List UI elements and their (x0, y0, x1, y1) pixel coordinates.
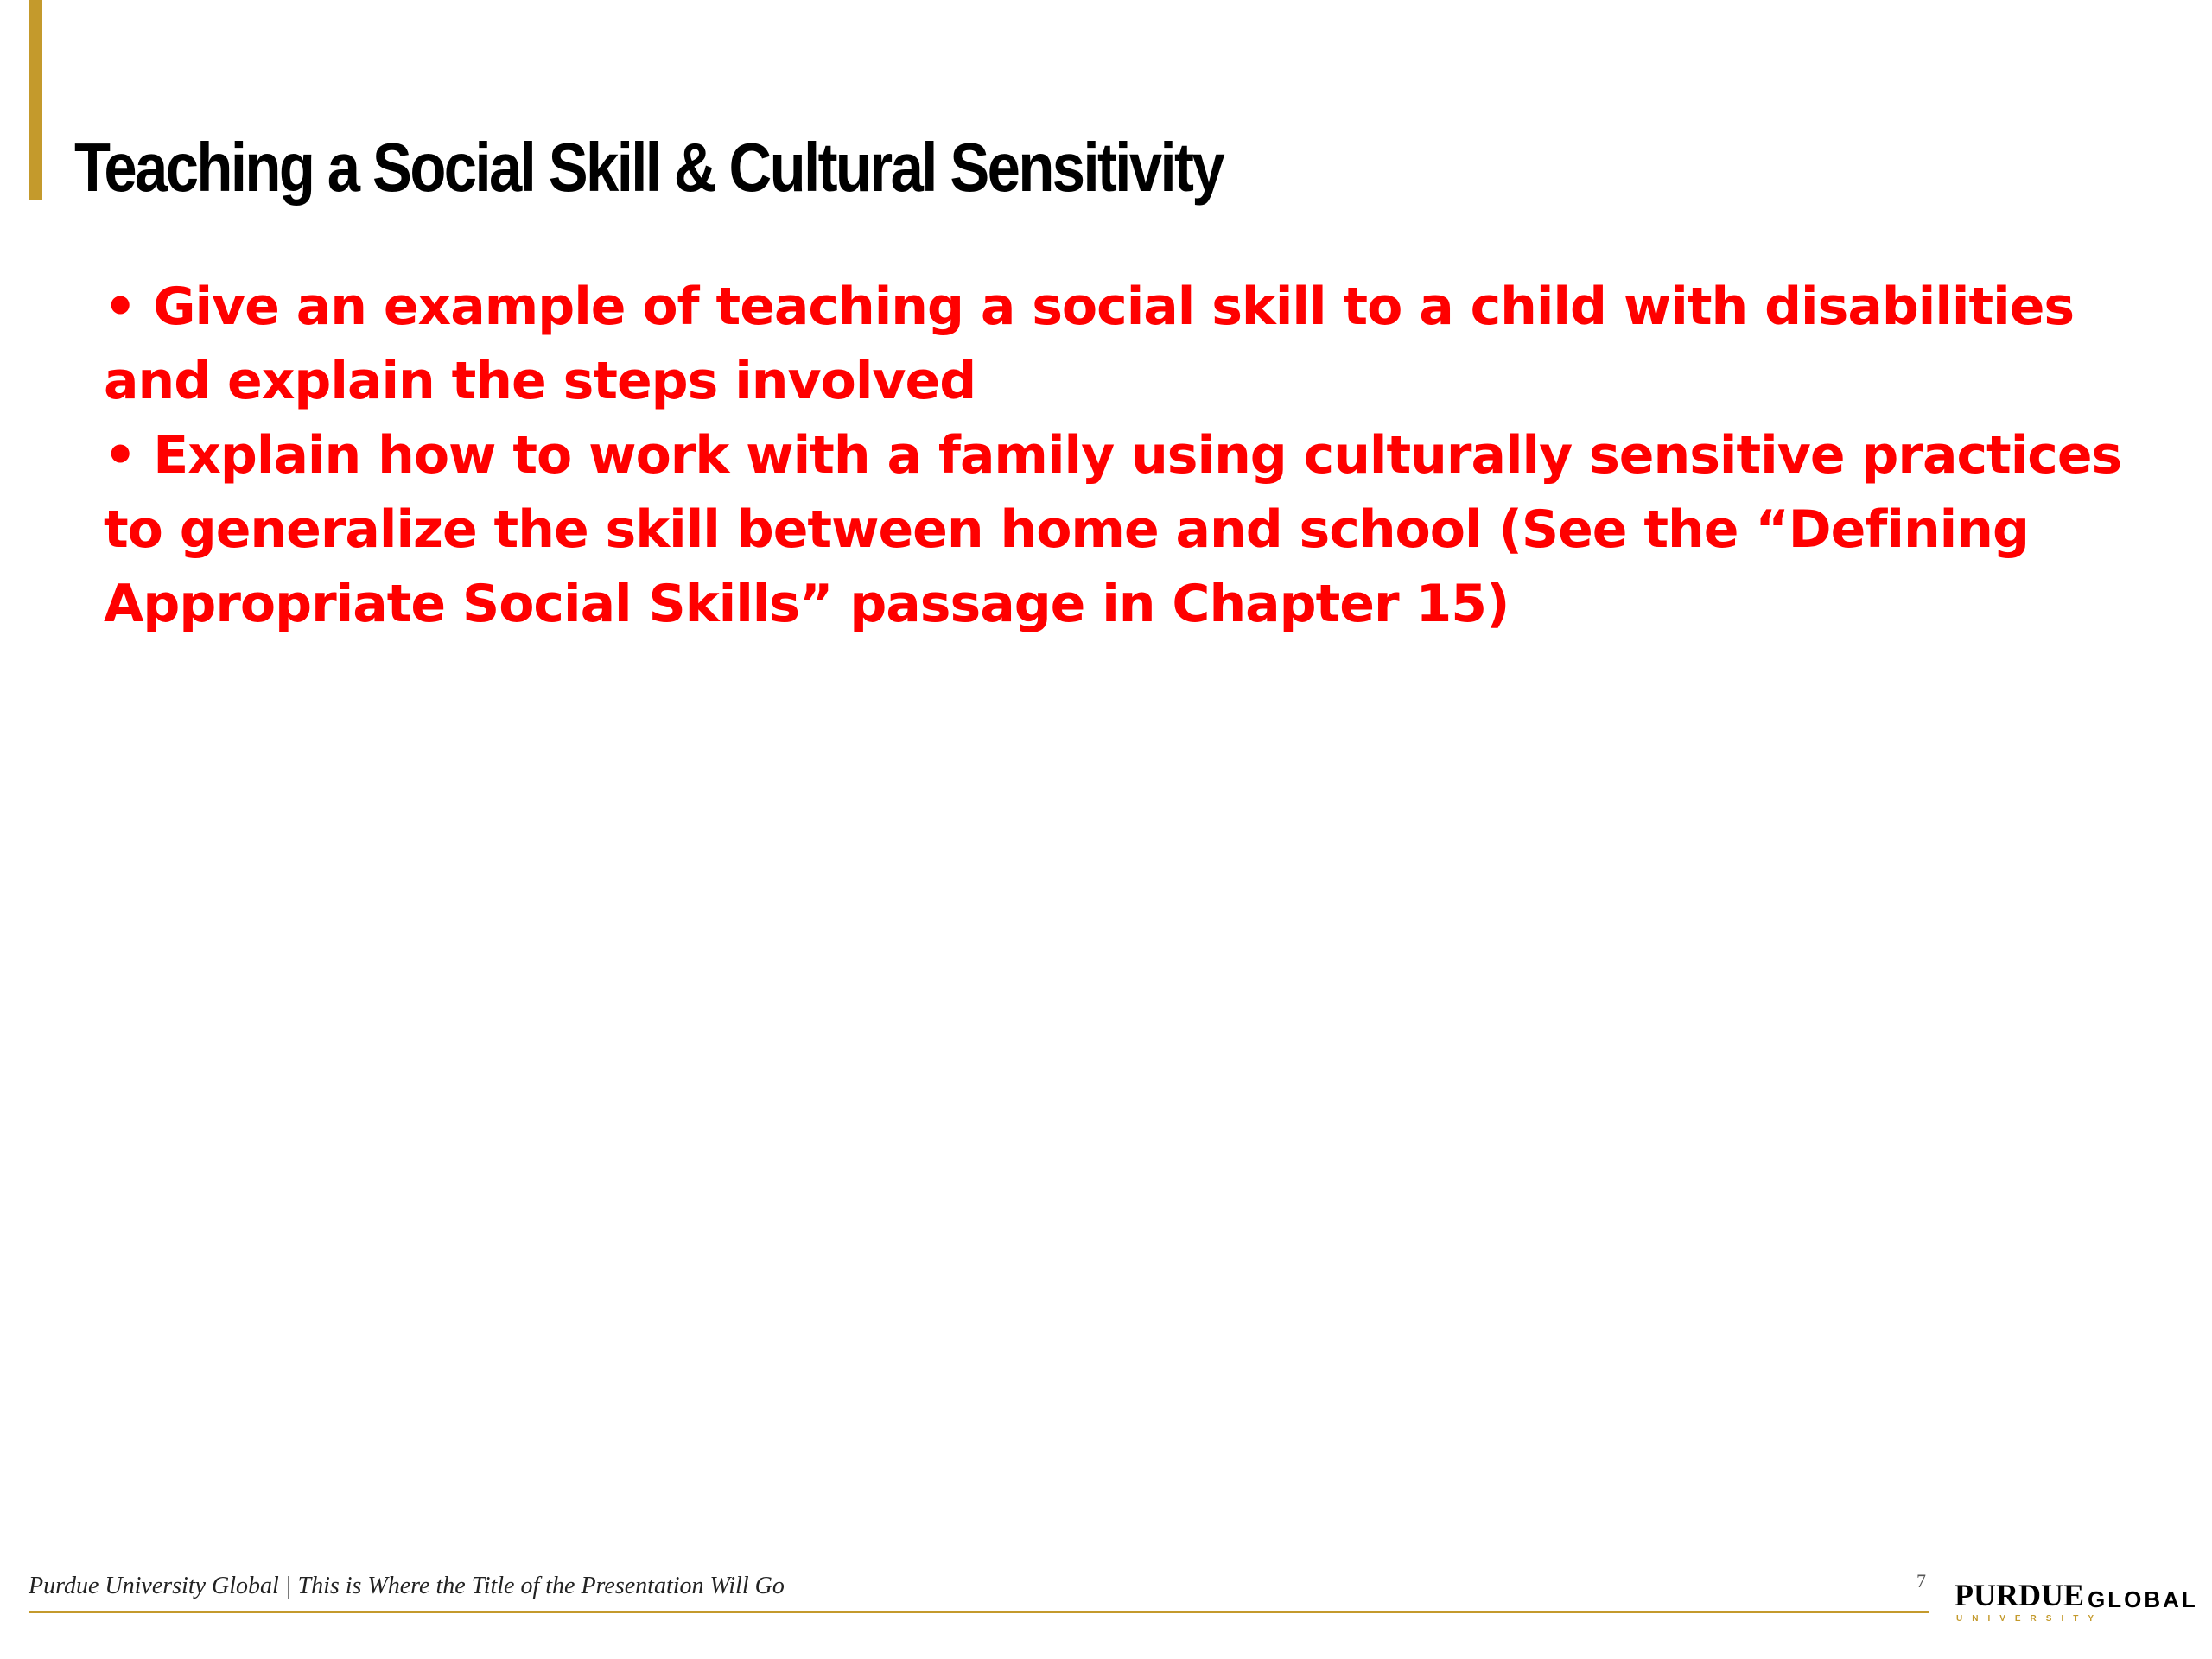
footer-divider (29, 1611, 1929, 1613)
page-number: 7 (1916, 1570, 1926, 1592)
slide-title: Teaching a Social Skill & Cultural Sensitivity (74, 129, 1224, 206)
accent-bar (29, 0, 42, 200)
logo-university-text: UNIVERSITY (1956, 1614, 2104, 1624)
footer-text: Purdue University Global | This is Where the Title of the Presentation Will Go (29, 1573, 785, 1599)
logo-purdue-text: PURDUE (1955, 1578, 2084, 1612)
purdue-global-logo (1955, 1578, 2196, 1633)
bullet-list (104, 270, 2126, 641)
logo-global-text: GLOBAL (2088, 1586, 2198, 1612)
bullet-item: • Give an example of teaching a social skill to a child with disabilities and explain the steps involved (104, 276, 2075, 411)
bullet-item: • Explain how to work with a family using culturally sensitive practices to generalize the skill between home and school (See the “Defining Appropriate Social Skills” passage in Chapter 15) (104, 425, 2122, 634)
